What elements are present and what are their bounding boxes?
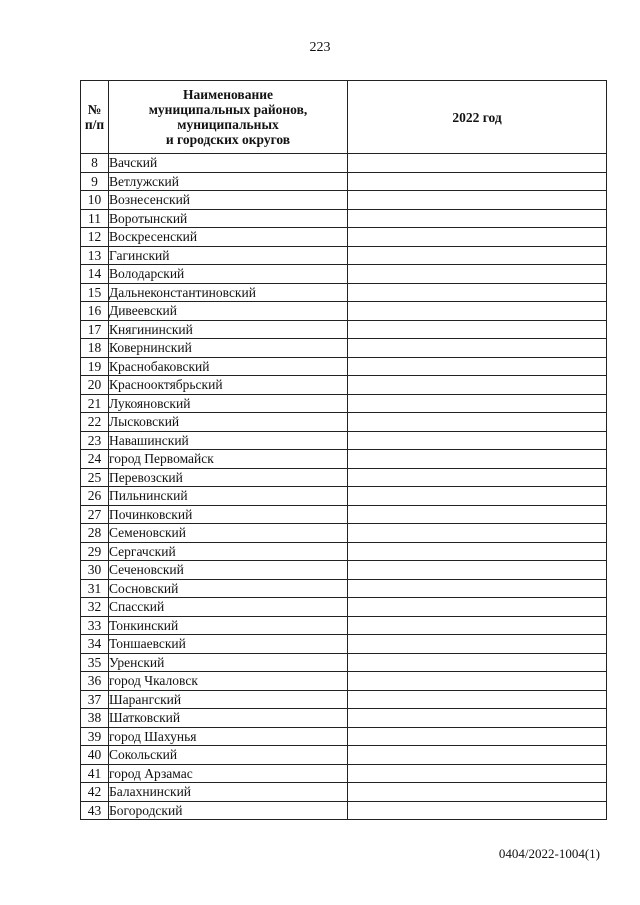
header-name-line: и городских округов bbox=[165, 132, 291, 147]
table-row bbox=[81, 672, 607, 691]
row-municipality-name: Тоншаевский bbox=[109, 635, 348, 654]
row-municipality-name: Воротынский bbox=[109, 209, 348, 228]
row-number: 23 bbox=[81, 431, 109, 450]
row-year-value bbox=[348, 524, 607, 543]
row-number: 38 bbox=[81, 709, 109, 728]
table-row bbox=[81, 172, 607, 191]
row-municipality-name: Починковский bbox=[109, 505, 348, 524]
row-municipality-name: Спасский bbox=[109, 598, 348, 617]
row-number: 10 bbox=[81, 191, 109, 210]
row-number: 37 bbox=[81, 690, 109, 709]
row-municipality-name: Вознесенский bbox=[109, 191, 348, 210]
table-row bbox=[81, 154, 607, 173]
document-code: 0404/2022-1004(1) bbox=[498, 846, 600, 861]
header-name-line: Наименование bbox=[183, 87, 273, 102]
row-year-value bbox=[348, 598, 607, 617]
table-row bbox=[81, 283, 607, 302]
row-number: 28 bbox=[81, 524, 109, 543]
row-municipality-name: Сергачский bbox=[109, 542, 348, 561]
row-year-value bbox=[348, 228, 607, 247]
table-row bbox=[81, 524, 607, 543]
table-row bbox=[81, 431, 607, 450]
row-number: 8 bbox=[81, 154, 109, 173]
table-row bbox=[81, 413, 607, 432]
row-number: 41 bbox=[81, 764, 109, 783]
row-number: 35 bbox=[81, 653, 109, 672]
table-row bbox=[81, 561, 607, 580]
header-year: 2022 год bbox=[348, 81, 607, 154]
row-year-value bbox=[348, 709, 607, 728]
row-year-value bbox=[348, 339, 607, 358]
header-name bbox=[109, 81, 348, 154]
header-name-line: муниципальных районов, bbox=[148, 102, 308, 117]
row-municipality-name: Вачский bbox=[109, 154, 348, 173]
header-number-line: № bbox=[87, 102, 102, 117]
row-year-value bbox=[348, 579, 607, 598]
row-year-value bbox=[348, 357, 607, 376]
table-row bbox=[81, 320, 607, 339]
row-municipality-name: Лукояновский bbox=[109, 394, 348, 413]
row-number: 33 bbox=[81, 616, 109, 635]
row-municipality-name: Воскресенский bbox=[109, 228, 348, 247]
row-municipality-name: Лысковский bbox=[109, 413, 348, 432]
row-year-value bbox=[348, 653, 607, 672]
row-year-value bbox=[348, 413, 607, 432]
row-number: 43 bbox=[81, 801, 109, 820]
row-year-value bbox=[348, 246, 607, 265]
row-municipality-name: Дальнеконстантиновский bbox=[109, 283, 348, 302]
table-row bbox=[81, 653, 607, 672]
row-year-value bbox=[348, 561, 607, 580]
row-number: 30 bbox=[81, 561, 109, 580]
table-row bbox=[81, 246, 607, 265]
row-municipality-name: Шатковский bbox=[109, 709, 348, 728]
row-year-value bbox=[348, 505, 607, 524]
table-row bbox=[81, 228, 607, 247]
row-municipality-name: Балахнинский bbox=[109, 783, 348, 802]
row-number: 22 bbox=[81, 413, 109, 432]
row-number: 40 bbox=[81, 746, 109, 765]
row-year-value bbox=[348, 302, 607, 321]
table-body bbox=[81, 154, 607, 820]
row-municipality-name: город Чкаловск bbox=[109, 672, 348, 691]
table-row bbox=[81, 579, 607, 598]
row-year-value bbox=[348, 616, 607, 635]
table-row bbox=[81, 505, 607, 524]
table-row bbox=[81, 542, 607, 561]
header-name-line: муниципальных bbox=[177, 117, 279, 132]
table-row bbox=[81, 801, 607, 820]
row-municipality-name: город Шахунья bbox=[109, 727, 348, 746]
table-row bbox=[81, 635, 607, 654]
table-row bbox=[81, 690, 607, 709]
row-year-value bbox=[348, 209, 607, 228]
row-year-value bbox=[348, 191, 607, 210]
table-row bbox=[81, 376, 607, 395]
row-municipality-name: Володарский bbox=[109, 265, 348, 284]
row-year-value bbox=[348, 635, 607, 654]
row-municipality-name: Богородский bbox=[109, 801, 348, 820]
row-year-value bbox=[348, 801, 607, 820]
table-row bbox=[81, 487, 607, 506]
row-number: 21 bbox=[81, 394, 109, 413]
row-number: 15 bbox=[81, 283, 109, 302]
row-year-value bbox=[348, 376, 607, 395]
row-number: 13 bbox=[81, 246, 109, 265]
row-number: 11 bbox=[81, 209, 109, 228]
row-municipality-name: Ковернинский bbox=[109, 339, 348, 358]
row-municipality-name: Дивеевский bbox=[109, 302, 348, 321]
row-municipality-name: город Арзамас bbox=[109, 764, 348, 783]
row-municipality-name: Сокольский bbox=[109, 746, 348, 765]
table-row bbox=[81, 709, 607, 728]
row-year-value bbox=[348, 320, 607, 339]
row-number: 31 bbox=[81, 579, 109, 598]
row-year-value bbox=[348, 727, 607, 746]
row-municipality-name: Сеченовский bbox=[109, 561, 348, 580]
row-year-value bbox=[348, 265, 607, 284]
row-number: 34 bbox=[81, 635, 109, 654]
row-municipality-name: Краснооктябрьский bbox=[109, 376, 348, 395]
table-row bbox=[81, 746, 607, 765]
row-year-value bbox=[348, 672, 607, 691]
row-number: 32 bbox=[81, 598, 109, 617]
row-year-value bbox=[348, 690, 607, 709]
row-number: 18 bbox=[81, 339, 109, 358]
row-municipality-name: Ветлужский bbox=[109, 172, 348, 191]
row-number: 25 bbox=[81, 468, 109, 487]
row-municipality-name: Тонкинский bbox=[109, 616, 348, 635]
table-row bbox=[81, 209, 607, 228]
row-number: 26 bbox=[81, 487, 109, 506]
row-number: 39 bbox=[81, 727, 109, 746]
row-year-value bbox=[348, 431, 607, 450]
table-row bbox=[81, 764, 607, 783]
row-year-value bbox=[348, 542, 607, 561]
row-year-value bbox=[348, 764, 607, 783]
row-number: 12 bbox=[81, 228, 109, 247]
row-municipality-name: Уренский bbox=[109, 653, 348, 672]
table-row bbox=[81, 265, 607, 284]
table-row bbox=[81, 191, 607, 210]
row-municipality-name: Навашинский bbox=[109, 431, 348, 450]
header-number bbox=[81, 81, 109, 154]
table-row bbox=[81, 357, 607, 376]
table-row bbox=[81, 468, 607, 487]
row-year-value bbox=[348, 394, 607, 413]
row-municipality-name: Пильнинский bbox=[109, 487, 348, 506]
row-municipality-name: Княгининский bbox=[109, 320, 348, 339]
row-year-value bbox=[348, 450, 607, 469]
row-number: 29 bbox=[81, 542, 109, 561]
row-municipality-name: Краснобаковский bbox=[109, 357, 348, 376]
header-row bbox=[81, 81, 607, 154]
row-municipality-name: город Первомайск bbox=[109, 450, 348, 469]
row-number: 9 bbox=[81, 172, 109, 191]
row-municipality-name: Гагинский bbox=[109, 246, 348, 265]
page-number: 223 bbox=[309, 40, 331, 55]
municipalities-table bbox=[80, 80, 607, 820]
table-row bbox=[81, 727, 607, 746]
table-row bbox=[81, 616, 607, 635]
header-number-line: п/п bbox=[84, 117, 105, 132]
row-year-value bbox=[348, 746, 607, 765]
row-municipality-name: Перевозский bbox=[109, 468, 348, 487]
row-number: 19 bbox=[81, 357, 109, 376]
row-number: 20 bbox=[81, 376, 109, 395]
row-year-value bbox=[348, 468, 607, 487]
row-number: 17 bbox=[81, 320, 109, 339]
row-number: 24 bbox=[81, 450, 109, 469]
row-municipality-name: Шарангский bbox=[109, 690, 348, 709]
table-header bbox=[81, 81, 607, 154]
row-number: 16 bbox=[81, 302, 109, 321]
row-number: 42 bbox=[81, 783, 109, 802]
row-year-value bbox=[348, 154, 607, 173]
table-row bbox=[81, 394, 607, 413]
row-year-value bbox=[348, 283, 607, 302]
table-row bbox=[81, 783, 607, 802]
row-number: 14 bbox=[81, 265, 109, 284]
row-year-value bbox=[348, 487, 607, 506]
table-row bbox=[81, 598, 607, 617]
row-number: 36 bbox=[81, 672, 109, 691]
row-year-value bbox=[348, 172, 607, 191]
row-municipality-name: Сосновский bbox=[109, 579, 348, 598]
row-year-value bbox=[348, 783, 607, 802]
row-municipality-name: Семеновский bbox=[109, 524, 348, 543]
table-row bbox=[81, 339, 607, 358]
table-row bbox=[81, 302, 607, 321]
table-row bbox=[81, 450, 607, 469]
row-number: 27 bbox=[81, 505, 109, 524]
